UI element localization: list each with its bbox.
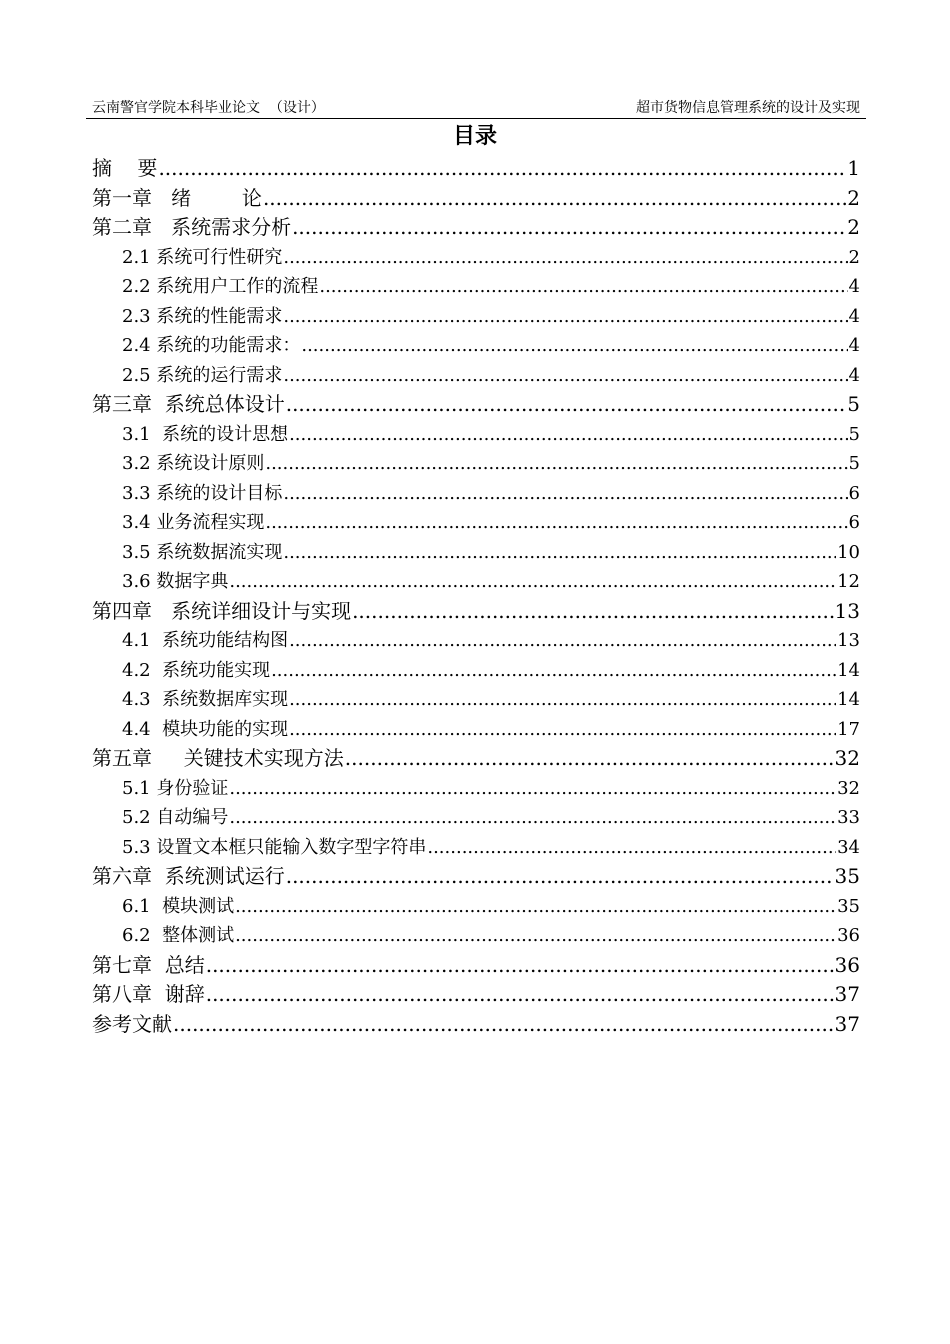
toc-entry-label: 2.2 系统用户工作的流程 xyxy=(122,276,319,297)
toc-entry-page-number: 12 xyxy=(837,571,860,592)
toc-entry-label: 2.1 系统可行性研究 xyxy=(122,246,283,268)
toc-dot-leader xyxy=(283,361,847,391)
toc-entry[interactable] xyxy=(92,685,860,715)
toc-entry-label: 参考文献 xyxy=(92,1011,172,1036)
toc-entry-page-number: 14 xyxy=(837,659,860,681)
toc-entry-page-number: 32 xyxy=(837,777,860,799)
toc-dot-leader xyxy=(319,272,847,302)
toc-entry-label: 2.3 系统的性能需求 xyxy=(122,305,283,327)
toc-entry-label: 4.1 系统功能结构图 xyxy=(122,630,289,651)
toc-entry-label: 6.1 模块测试 xyxy=(122,895,235,917)
toc-entry-label: 第五章 关键技术实现方法 xyxy=(92,746,344,770)
toc-dot-leader xyxy=(292,213,846,243)
toc-entry-label: 第八章 谢辞 xyxy=(92,982,205,1006)
toc-entry[interactable] xyxy=(92,243,860,273)
toc-entry-page-number: 36 xyxy=(837,925,860,946)
toc-entry-page-number: 36 xyxy=(834,952,860,977)
toc-dot-leader xyxy=(173,1010,834,1040)
toc-entry-page-number: 6 xyxy=(848,512,860,533)
toc-entry[interactable] xyxy=(92,951,860,981)
toc-dot-leader xyxy=(301,331,847,361)
toc-entry-label: 3.2 系统设计原则 xyxy=(122,453,265,474)
toc-dot-leader xyxy=(283,538,836,568)
toc-entry-page-number: 10 xyxy=(837,541,860,563)
toc-dot-leader xyxy=(229,774,836,804)
toc-entry-page-number: 33 xyxy=(837,807,860,828)
toc-dot-leader xyxy=(271,656,836,686)
table-of-contents xyxy=(92,154,860,1039)
toc-entry-label: 3.5 系统数据流实现 xyxy=(122,541,283,563)
toc-entry-page-number: 32 xyxy=(834,746,860,770)
toc-entry-page-number: 2 xyxy=(847,215,860,239)
toc-entry[interactable] xyxy=(92,656,860,686)
toc-entry[interactable] xyxy=(92,272,860,302)
toc-entry-label: 第三章 系统总体设计 xyxy=(92,392,285,416)
toc-entry[interactable] xyxy=(92,597,860,627)
toc-entry-label: 5.1 身份验证 xyxy=(122,777,229,799)
toc-entry-page-number: 4 xyxy=(848,276,860,297)
toc-entry[interactable] xyxy=(92,449,860,479)
toc-entry-page-number: 37 xyxy=(834,982,860,1006)
toc-entry-label: 4.2 系统功能实现 xyxy=(122,659,271,681)
toc-dot-leader xyxy=(352,597,833,627)
toc-entry-label: 4.4 模块功能的实现 xyxy=(122,718,289,740)
toc-entry-label: 3.4 业务流程实现 xyxy=(122,512,265,533)
page-header xyxy=(86,98,866,119)
toc-dot-leader xyxy=(289,626,836,656)
toc-entry-label: 第四章 系统详细设计与实现 xyxy=(92,598,352,623)
toc-entry[interactable] xyxy=(92,508,860,538)
toc-entry-page-number: 4 xyxy=(848,335,860,356)
toc-entry[interactable] xyxy=(92,390,860,420)
toc-dot-leader xyxy=(283,479,847,509)
toc-entry[interactable] xyxy=(92,980,860,1010)
toc-entry[interactable] xyxy=(92,479,860,509)
toc-entry-label: 3.1 系统的设计思想 xyxy=(122,423,289,445)
toc-entry-page-number: 17 xyxy=(837,718,860,740)
toc-entry-label: 摘 要 xyxy=(92,156,158,180)
toc-dot-leader xyxy=(286,862,834,892)
toc-dot-leader xyxy=(263,184,846,214)
toc-dot-leader xyxy=(235,921,836,951)
toc-dot-leader xyxy=(289,715,836,745)
toc-dot-leader xyxy=(286,390,847,420)
toc-entry[interactable] xyxy=(92,862,860,892)
toc-dot-leader xyxy=(158,154,846,184)
toc-entry-label: 5.2 自动编号 xyxy=(122,807,229,828)
toc-entry-page-number: 34 xyxy=(837,836,860,858)
toc-entry-page-number: 5 xyxy=(847,392,860,416)
toc-entry[interactable] xyxy=(92,626,860,656)
toc-entry[interactable] xyxy=(92,184,860,214)
toc-entry[interactable] xyxy=(92,803,860,833)
toc-entry-page-number: 13 xyxy=(834,598,860,623)
toc-entry-page-number: 4 xyxy=(848,305,860,327)
toc-dot-leader xyxy=(265,508,847,538)
header-left-text: 云南警官学院本科毕业论文 （设计） xyxy=(92,100,325,116)
toc-entry-label: 3.6 数据字典 xyxy=(122,571,229,592)
toc-entry[interactable] xyxy=(92,774,860,804)
toc-title: 目录 xyxy=(452,123,497,149)
toc-entry[interactable] xyxy=(92,715,860,745)
toc-entry-page-number: 37 xyxy=(834,1011,860,1036)
toc-entry-label: 第七章 总结 xyxy=(92,952,205,977)
toc-entry[interactable] xyxy=(92,420,860,450)
toc-entry-label: 6.2 整体测试 xyxy=(122,925,235,946)
toc-entry-page-number: 13 xyxy=(837,630,860,651)
toc-dot-leader xyxy=(229,567,836,597)
toc-dot-leader xyxy=(283,302,847,332)
toc-entry-label: 5.3 设置文本框只能输入数字型字符串 xyxy=(122,836,427,858)
toc-entry-page-number: 35 xyxy=(834,864,860,888)
toc-entry-label: 3.3 系统的设计目标 xyxy=(122,482,283,504)
toc-entry[interactable] xyxy=(92,538,860,568)
toc-entry[interactable] xyxy=(92,331,860,361)
toc-entry-label: 第六章 系统测试运行 xyxy=(92,864,285,888)
toc-entry[interactable] xyxy=(92,833,860,863)
toc-dot-leader xyxy=(229,803,836,833)
toc-entry-page-number: 35 xyxy=(837,895,860,917)
toc-entry-label: 2.4 系统的功能需求： xyxy=(122,335,301,356)
toc-dot-leader xyxy=(289,685,836,715)
toc-entry-page-number: 5 xyxy=(848,453,860,474)
toc-dot-leader xyxy=(427,833,836,863)
toc-entry-page-number: 5 xyxy=(848,423,860,445)
toc-dot-leader xyxy=(235,892,836,922)
toc-entry[interactable] xyxy=(92,921,860,951)
toc-entry[interactable] xyxy=(92,892,860,922)
header-right-text: 超市货物信息管理系统的设计及实现 xyxy=(636,100,860,116)
toc-entry-page-number: 4 xyxy=(848,364,860,386)
toc-entry-label: 第一章 绪 论 xyxy=(92,185,262,210)
toc-entry-page-number: 1 xyxy=(847,156,860,180)
toc-entry[interactable] xyxy=(92,213,860,243)
toc-entry-page-number: 2 xyxy=(847,185,860,210)
toc-entry-label: 2.5 系统的运行需求 xyxy=(122,364,283,386)
toc-entry-page-number: 6 xyxy=(848,482,860,504)
toc-entry[interactable] xyxy=(92,744,860,774)
toc-dot-leader xyxy=(283,243,847,273)
toc-entry-label: 第二章 系统需求分析 xyxy=(92,215,292,239)
toc-dot-leader xyxy=(265,449,847,479)
toc-dot-leader xyxy=(206,951,834,981)
toc-entry-page-number: 14 xyxy=(837,689,860,710)
toc-entry[interactable] xyxy=(92,154,860,184)
toc-entry[interactable] xyxy=(92,567,860,597)
toc-entry[interactable] xyxy=(92,302,860,332)
toc-dot-leader xyxy=(289,420,847,450)
toc-dot-leader xyxy=(206,980,834,1010)
toc-dot-leader xyxy=(345,744,834,774)
toc-entry[interactable] xyxy=(92,1010,860,1040)
toc-entry[interactable] xyxy=(92,361,860,391)
toc-entry-page-number: 2 xyxy=(848,246,860,268)
toc-entry-label: 4.3 系统数据库实现 xyxy=(122,689,289,710)
